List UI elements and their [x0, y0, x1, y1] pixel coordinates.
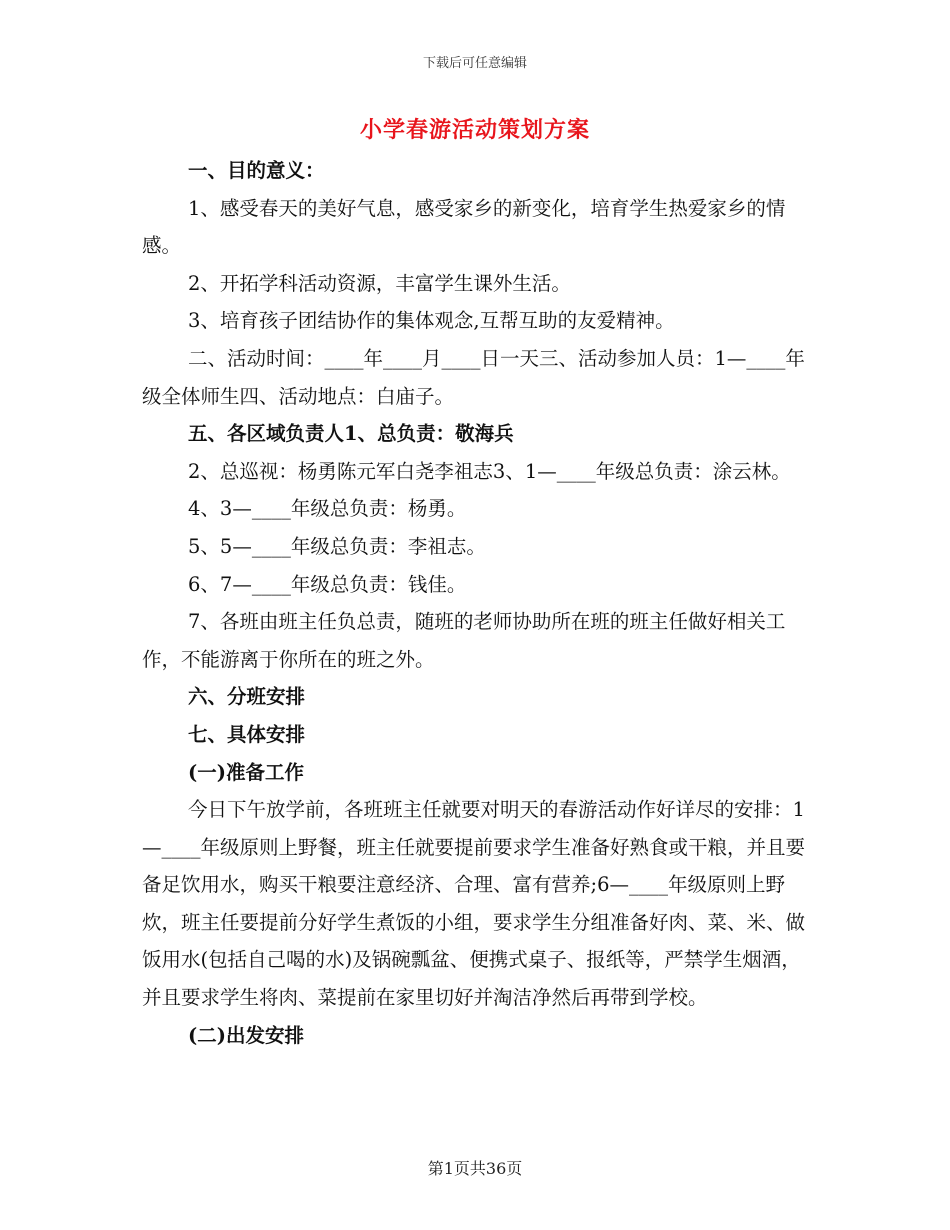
page-header-note: 下载后可任意编辑	[422, 56, 527, 71]
paragraph: 2、开拓学科活动资源，丰富学生课外生活。	[188, 271, 571, 295]
paragraph: 6、7—____年级总负责：钱佳。	[188, 572, 467, 596]
document-title: 小学春游活动策划方案	[359, 117, 590, 143]
paragraph: 2、总巡视：杨勇陈元军白尧李祖志3、1—____年级总负责：涂云林。	[188, 459, 791, 483]
paragraph: 二、活动时间：____年____月____日一天三、活动参加人员：1—____年级全体师生四、活动地点：白庙子。	[142, 346, 805, 408]
paragraph: (一)准备工作	[188, 760, 304, 784]
page-footer-number: 第1页共36页	[427, 1159, 523, 1178]
paragraph: 4、3—____年级总负责：杨勇。	[188, 497, 467, 521]
paragraph: 1、感受春天的美好气息，感受家乡的新变化，培育学生热爱家乡的情感。	[142, 196, 786, 258]
paragraph: 七、具体安排	[188, 722, 306, 746]
paragraph: 六、分班安排	[188, 685, 306, 709]
paragraph: 3、培育孩子团结协作的集体观念,互帮互助的友爱精神。	[188, 309, 675, 333]
paragraph: 7、各班由班主任负总责，随班的老师协助所在班的班主任做好相关工作，不能游离于你所在的班之外。	[142, 610, 786, 671]
paragraph: 五、各区域负责人1、总负责：敬海兵	[188, 422, 514, 446]
paragraph: (二)出发安排	[188, 1023, 304, 1047]
paragraph: 今日下午放学前，各班班主任就要对明天的春游活动作好详尽的安排：1—____年级原则上野餐，班主任就要提前要求学生准备好熟食或干粮，并且要备足饮用水，购买干粮要注意经济、合理、富有营养;6—____年级原则上野炊，班主任要提前分好学生煮饭的小组，要求学生分组准备好肉、菜、米、做饭用水(包括自己喝的水)及锅碗瓢盆、便携式桌子、报纸等，严禁学生烟酒，并且要求学生将肉、菜提前在家里切好并淘洁净然后再带到学校。	[142, 798, 806, 1010]
paragraph: 一、目的意义：	[188, 159, 325, 182]
paragraph: 5、5—____年级总负责：李祖志。	[188, 534, 486, 558]
document-body	[142, 152, 806, 1054]
